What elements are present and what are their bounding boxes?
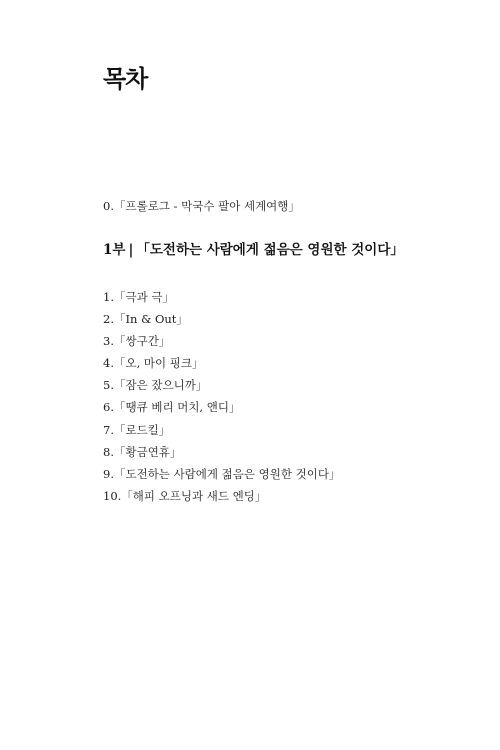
- toc-entry-chapter[interactable]: 9.「도전하는 사람에게 젊음은 영원한 것이다」: [103, 466, 341, 481]
- part-separator: |: [128, 242, 134, 258]
- part-title: 「도전하는 사람에게 젊음은 영원한 것이다」: [136, 242, 404, 258]
- toc-entry-chapter[interactable]: 8.「황금연휴」: [103, 444, 182, 459]
- toc-entry-chapter[interactable]: 1.「극과 극」: [103, 290, 174, 304]
- toc-entry-chapter[interactable]: 5.「잠은 잤으니까」: [103, 378, 208, 393]
- page-title: 목차: [103, 65, 148, 93]
- part-heading: [103, 240, 404, 260]
- part-number: 1부: [103, 242, 126, 258]
- toc-entry-chapter[interactable]: 4.「오, 마이 핑크」: [103, 356, 204, 371]
- toc-entry-chapter[interactable]: 6.「땡큐 베리 머치, 앤디」: [103, 400, 241, 415]
- toc-entry-chapter[interactable]: 2.「In & Out」: [103, 312, 188, 327]
- chapter-list: [103, 286, 340, 507]
- toc-entry-chapter[interactable]: 3.「쌍구간」: [103, 334, 171, 349]
- toc-entry-chapter[interactable]: 7.「로드킬」: [103, 422, 171, 437]
- toc-entry-chapter[interactable]: 10.「해피 오프닝과 새드 엔딩」: [103, 488, 267, 503]
- toc-entry-prologue[interactable]: 0.「프롤로그 - 막국수 팔아 세계여행」: [103, 199, 300, 213]
